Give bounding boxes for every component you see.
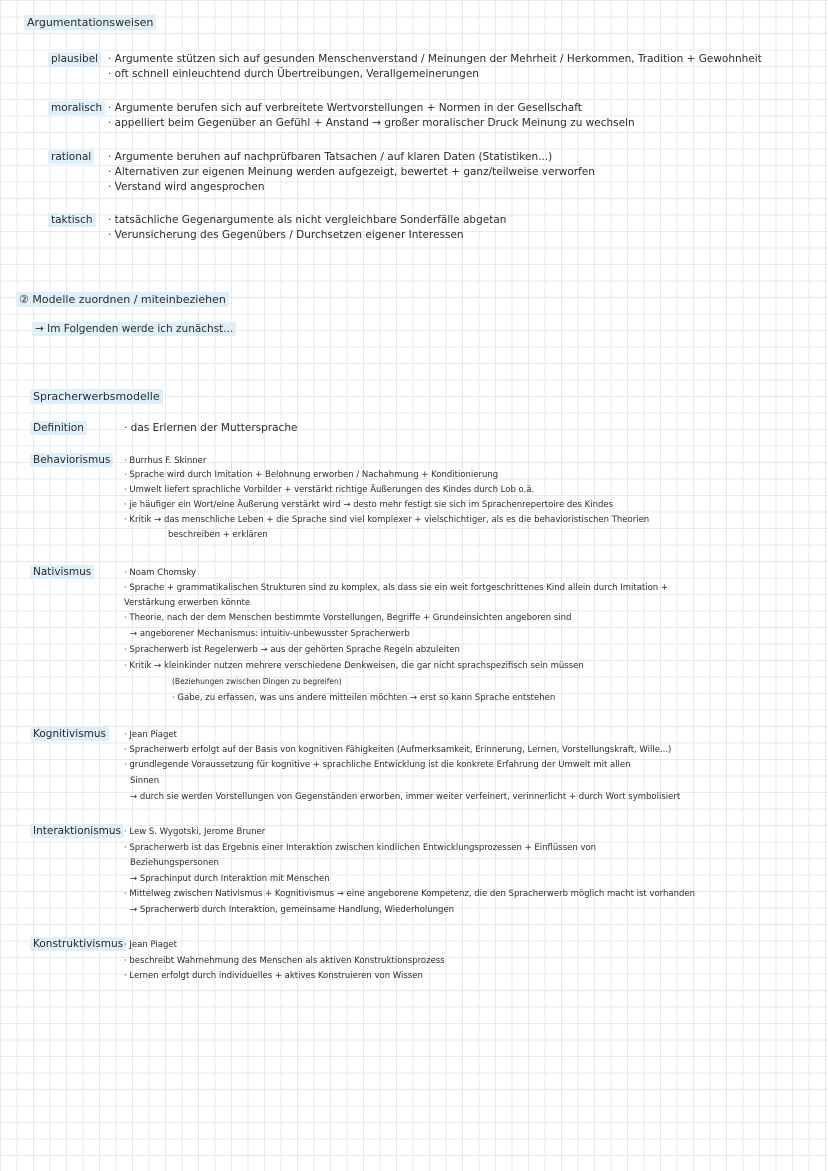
interaktionismus-line-5: · Mittelweg zwischen Nativismus + Kognitivismus → eine angeborene Kompetenz, die den Spracherwerb möglich macht ist vorhanden: [124, 889, 696, 899]
label-rational: rational: [48, 150, 94, 164]
nativismus-line-9: · Gabe, zu erfassen, was uns andere mitteilen möchten → erst so kann Sprache entstehen: [172, 693, 556, 703]
interaktionismus-line-4: → Sprachinput durch Interaktion mit Menschen: [130, 874, 330, 884]
modelle-subline: → Im Folgenden werde ich zunächst...: [32, 322, 236, 336]
nativismus-line-4: · Theorie, nach der dem Menschen bestimmte Vorstellungen, Begriffe + Grundeinsichten angeboren sind: [124, 613, 572, 623]
konstruktivismus-line-2: · beschreibt Wahrnehmung des Menschen als aktiven Konstruktionsprozess: [124, 956, 445, 966]
interaktionismus-line-1: · Lew S. Wygotski, Jerome Bruner: [124, 827, 266, 837]
nativismus-line-2: · Sprache + grammatikalischen Strukturen sind zu komplex, als dass sie ein weit fortgeschrittenes Kind allein durch Imitation +: [124, 583, 669, 593]
definition-text: · das Erlernen der Muttersprache: [124, 422, 298, 434]
nativismus-line-3: Verstärkung erwerben könnte: [124, 598, 251, 608]
label-konstruktivismus: Konstruktivismus: [30, 937, 126, 951]
label-plausibel: plausibel: [48, 52, 101, 66]
label-kognitivismus: Kognitivismus: [30, 727, 109, 741]
behaviorismus-line-6: beschreiben + erklären: [168, 530, 268, 540]
behaviorismus-line-1: · Burrhus F. Skinner: [124, 456, 207, 466]
konstruktivismus-line-1: · Jean Piaget: [124, 940, 177, 950]
interaktionismus-line-6: → Spracherwerb durch Interaktion, gemeinsame Handlung, Wiederholungen: [130, 905, 455, 915]
taktisch-line-2: · Verunsicherung des Gegenübers / Durchsetzen eigener Interessen: [108, 229, 464, 241]
plausibel-line-1: · Argumente stützen sich auf gesunden Menschenverstand / Meinungen der Mehrheit / Herkommen, Tradition + Gewohnheit: [108, 53, 762, 65]
nativismus-line-6: · Spracherwerb ist Regelerwerb → aus der gehörten Sprache Regeln abzuleiten: [124, 645, 460, 655]
kognitivismus-line-5: → durch sie werden Vorstellungen von Gegenständen erworben, immer weiter verfeinert, verinnerlicht + durch Wort symbolisiert: [130, 792, 681, 802]
kognitivismus-line-1: · Jean Piaget: [124, 730, 177, 740]
behaviorismus-line-2: · Sprache wird durch Imitation + Belohnung erworben / Nachahmung + Konditionierung: [124, 470, 499, 480]
behaviorismus-line-5: · Kritik → das menschliche Leben + die Sprache sind viel komplexer + vielschichtiger, als es die behavioristischen Theorien: [124, 515, 650, 525]
kognitivismus-line-3: · grundlegende Voraussetzung für kognitive + sprachliche Entwicklung ist die konkrete Erfahrung der Umwelt mit allen: [124, 760, 631, 770]
interaktionismus-line-3: Beziehungspersonen: [130, 858, 219, 868]
behaviorismus-line-3: · Umwelt liefert sprachliche Vorbilder + verstärkt richtige Äußerungen des Kindes durch Lob o.ä.: [124, 485, 535, 495]
konstruktivismus-line-3: · Lernen erfolgt durch individuelles + aktives Konstruieren von Wissen: [124, 971, 423, 981]
label-interaktionismus: Interaktionismus: [30, 824, 124, 838]
label-nativismus: Nativismus: [30, 565, 94, 579]
label-behaviorismus: Behaviorismus: [30, 453, 113, 467]
section-title-spracherwerb: Spracherwerbsmodelle: [30, 390, 163, 404]
section-title-argumentation: Argumentationsweisen: [24, 16, 156, 30]
nativismus-line-8: (Beziehungen zwischen Dingen zu begreifen): [172, 677, 342, 686]
kognitivismus-line-2: · Spracherwerb erfolgt auf der Basis von kognitiven Fähigkeiten (Aufmerksamkeit, Erinnerung, Lernen, Vorstellungskraft, Wille...): [124, 745, 672, 755]
interaktionismus-line-2: · Spracherwerb ist das Ergebnis einer Interaktion zwischen kindlichen Entwicklungsprozessen + Einflüssen von: [124, 843, 597, 853]
label-taktisch: taktisch: [48, 213, 96, 227]
nativismus-line-1: · Noam Chomsky: [124, 568, 197, 578]
nativismus-line-5: → angeborener Mechanismus: intuitiv-unbewusster Spracherwerb: [130, 629, 410, 639]
label-moralisch: moralisch: [48, 101, 105, 115]
section-title-modelle: ② Modelle zuordnen / miteinbeziehen: [16, 293, 229, 307]
plausibel-line-2: · oft schnell einleuchtend durch Übertreibungen, Verallgemeinerungen: [108, 68, 479, 80]
nativismus-line-7: · Kritik → kleinkinder nutzen mehrere verschiedene Denkweisen, die gar nicht sprachspezifisch sein müssen: [124, 661, 584, 671]
behaviorismus-line-4: · je häufiger ein Wort/eine Äußerung verstärkt wird → desto mehr festigt sie sich im Sprachenrepertoire des Kindes: [124, 500, 614, 510]
kognitivismus-line-4: Sinnen: [130, 776, 160, 786]
taktisch-line-1: · tatsächliche Gegenargumente als nicht vergleichbare Sonderfälle abgetan: [108, 214, 507, 226]
moralisch-line-1: · Argumente berufen sich auf verbreitete Wertvorstellungen + Normen in der Gesellschaft: [108, 102, 582, 114]
rational-line-1: · Argumente beruhen auf nachprüfbaren Tatsachen / auf klaren Daten (Statistiken...): [108, 151, 553, 163]
moralisch-line-2: · appelliert beim Gegenüber an Gefühl + Anstand → großer moralischer Druck Meinung zu wechseln: [108, 117, 635, 129]
rational-line-2: · Alternativen zur eigenen Meinung werden aufgezeigt, bewertet + ganz/teilweise verworfen: [108, 166, 595, 178]
label-definition: Definition: [30, 421, 87, 435]
rational-line-3: · Verstand wird angesprochen: [108, 181, 265, 193]
